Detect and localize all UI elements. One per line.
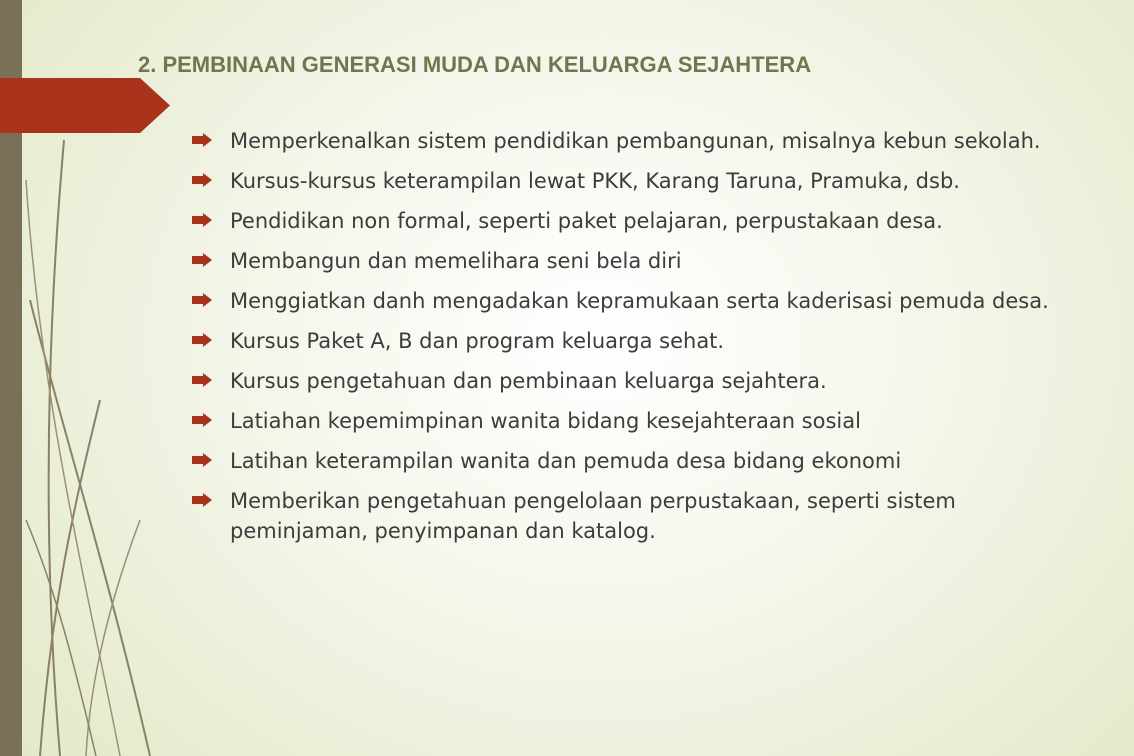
list-item <box>190 206 1060 236</box>
list-item-text: Kursus-kursus keterampilan lewat PKK, Karang Taruna, Pramuka, dsb. <box>230 169 960 193</box>
arrow-bullet-icon <box>192 133 212 147</box>
arrow-bullet-icon <box>192 453 212 467</box>
list-item <box>190 406 1060 436</box>
list-item <box>190 486 1060 546</box>
arrow-bullet-icon <box>192 373 212 387</box>
list-item-text: Latiahan kepemimpinan wanita bidang kesejahteraan sosial <box>230 409 861 433</box>
arrow-bullet-icon <box>192 333 212 347</box>
bullet-list <box>190 126 1060 556</box>
arrow-bullet-icon <box>192 493 212 507</box>
arrow-bullet-icon <box>192 413 212 427</box>
arrow-bullet-icon <box>192 173 212 187</box>
list-item-text: Kursus pengetahuan dan pembinaan keluarga sejahtera. <box>230 369 827 393</box>
list-item-text: Latihan keterampilan wanita dan pemuda desa bidang ekonomi <box>230 449 902 473</box>
list-item-text: Memperkenalkan sistem pendidikan pembangunan, misalnya kebun sekolah. <box>230 129 1041 153</box>
arrow-bullet-icon <box>192 253 212 267</box>
list-item <box>190 166 1060 196</box>
list-item-text: Pendidikan non formal, seperti paket pelajaran, perpustakaan desa. <box>230 209 943 233</box>
list-item <box>190 246 1060 276</box>
list-item <box>190 286 1060 316</box>
list-item <box>190 366 1060 396</box>
list-item-text: Menggiatkan danh mengadakan kepramukaan serta kaderisasi pemuda desa. <box>230 289 1049 313</box>
title-accent-shape <box>0 78 170 133</box>
arrow-bullet-icon <box>192 213 212 227</box>
list-item-text: Kursus Paket A, B dan program keluarga sehat. <box>230 329 725 353</box>
list-item <box>190 446 1060 476</box>
list-item-text: Membangun dan memelihara seni bela diri <box>230 249 682 273</box>
slide-title: 2. PEMBINAAN GENERASI MUDA DAN KELUARGA SEJAHTERA <box>138 52 812 77</box>
arrow-bullet-icon <box>192 293 212 307</box>
list-item <box>190 126 1060 156</box>
list-item-text: Memberikan pengetahuan pengelolaan perpustakaan, seperti sistem peminjaman, penyimpanan dan katalog. <box>230 489 956 543</box>
list-item <box>190 326 1060 356</box>
